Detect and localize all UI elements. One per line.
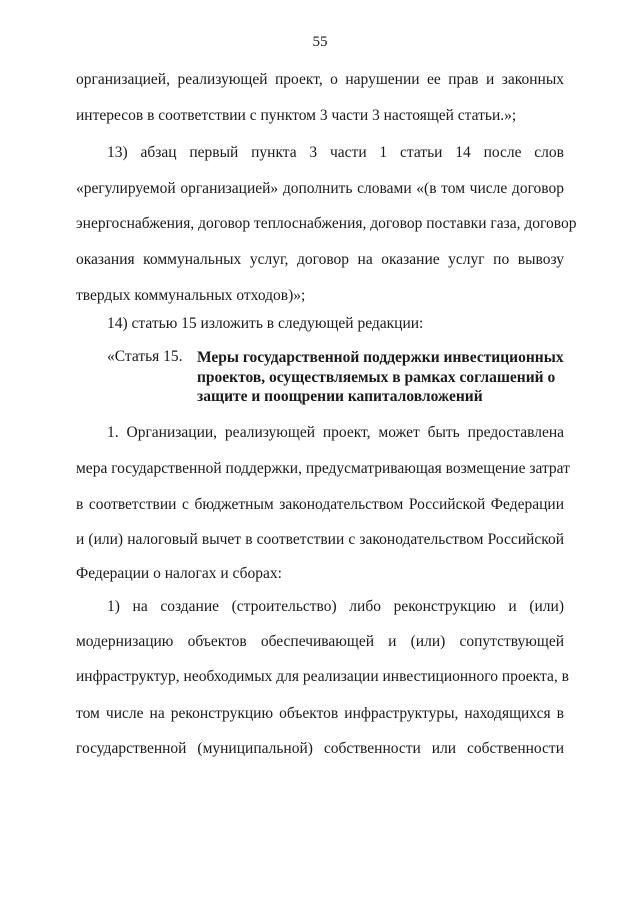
- text-line: мера государственной поддержки, предусматривающая возмещение затрат: [76, 460, 570, 477]
- text-line: том числе на реконструкцию объектов инфраструктуры, находящихся в: [76, 705, 564, 722]
- text-line: государственной (муниципальной) собственности или собственности: [76, 740, 564, 757]
- text-line: 1) на создание (строительство) либо реконструкцию и (или): [107, 598, 564, 615]
- text-line: твердых коммунальных отходов)»;: [76, 287, 306, 304]
- text-line: инфраструктур, необходимых для реализации инвестиционного проекта, в: [76, 668, 569, 685]
- text-line: организацией, реализующей проект, о нарушении ее прав и законных: [76, 71, 564, 88]
- text-line: и (или) налоговый вычет в соответствии с законодательством Российской: [76, 531, 564, 548]
- text-line: в соответствии с бюджетным законодательством Российской Федерации: [76, 496, 564, 513]
- text-line: интересов в соответствии с пунктом 3 части 3 настоящей статьи.»;: [76, 107, 517, 124]
- text-line: модернизацию объектов обеспечивающей и (или) сопутствующей: [76, 633, 564, 650]
- article-label: «Статья 15.: [107, 348, 183, 365]
- text-line: 13) абзац первый пункта 3 части 1 статьи 14 после слов: [107, 144, 564, 161]
- text-line: оказания коммунальных услуг, договор на оказание услуг по вывозу: [76, 251, 564, 268]
- text-line: энергоснабжения, договор теплоснабжения, договор поставки газа, договор: [76, 215, 577, 232]
- text-line: 1. Организации, реализующей проект, может быть предоставлена: [107, 424, 564, 441]
- text-line: «регулируемой организацией» дополнить словами «(в том числе договор: [76, 180, 564, 197]
- text-line: 14) статью 15 изложить в следующей редакции:: [107, 315, 424, 332]
- page-number: 55: [312, 34, 328, 50]
- text-line: Федерации о налогах и сборах:: [76, 565, 282, 582]
- article-title: Меры государственной поддержки инвестиционных проектов, осуществляемых в рамках соглашений о защите и поощрении капиталовложений: [197, 349, 564, 405]
